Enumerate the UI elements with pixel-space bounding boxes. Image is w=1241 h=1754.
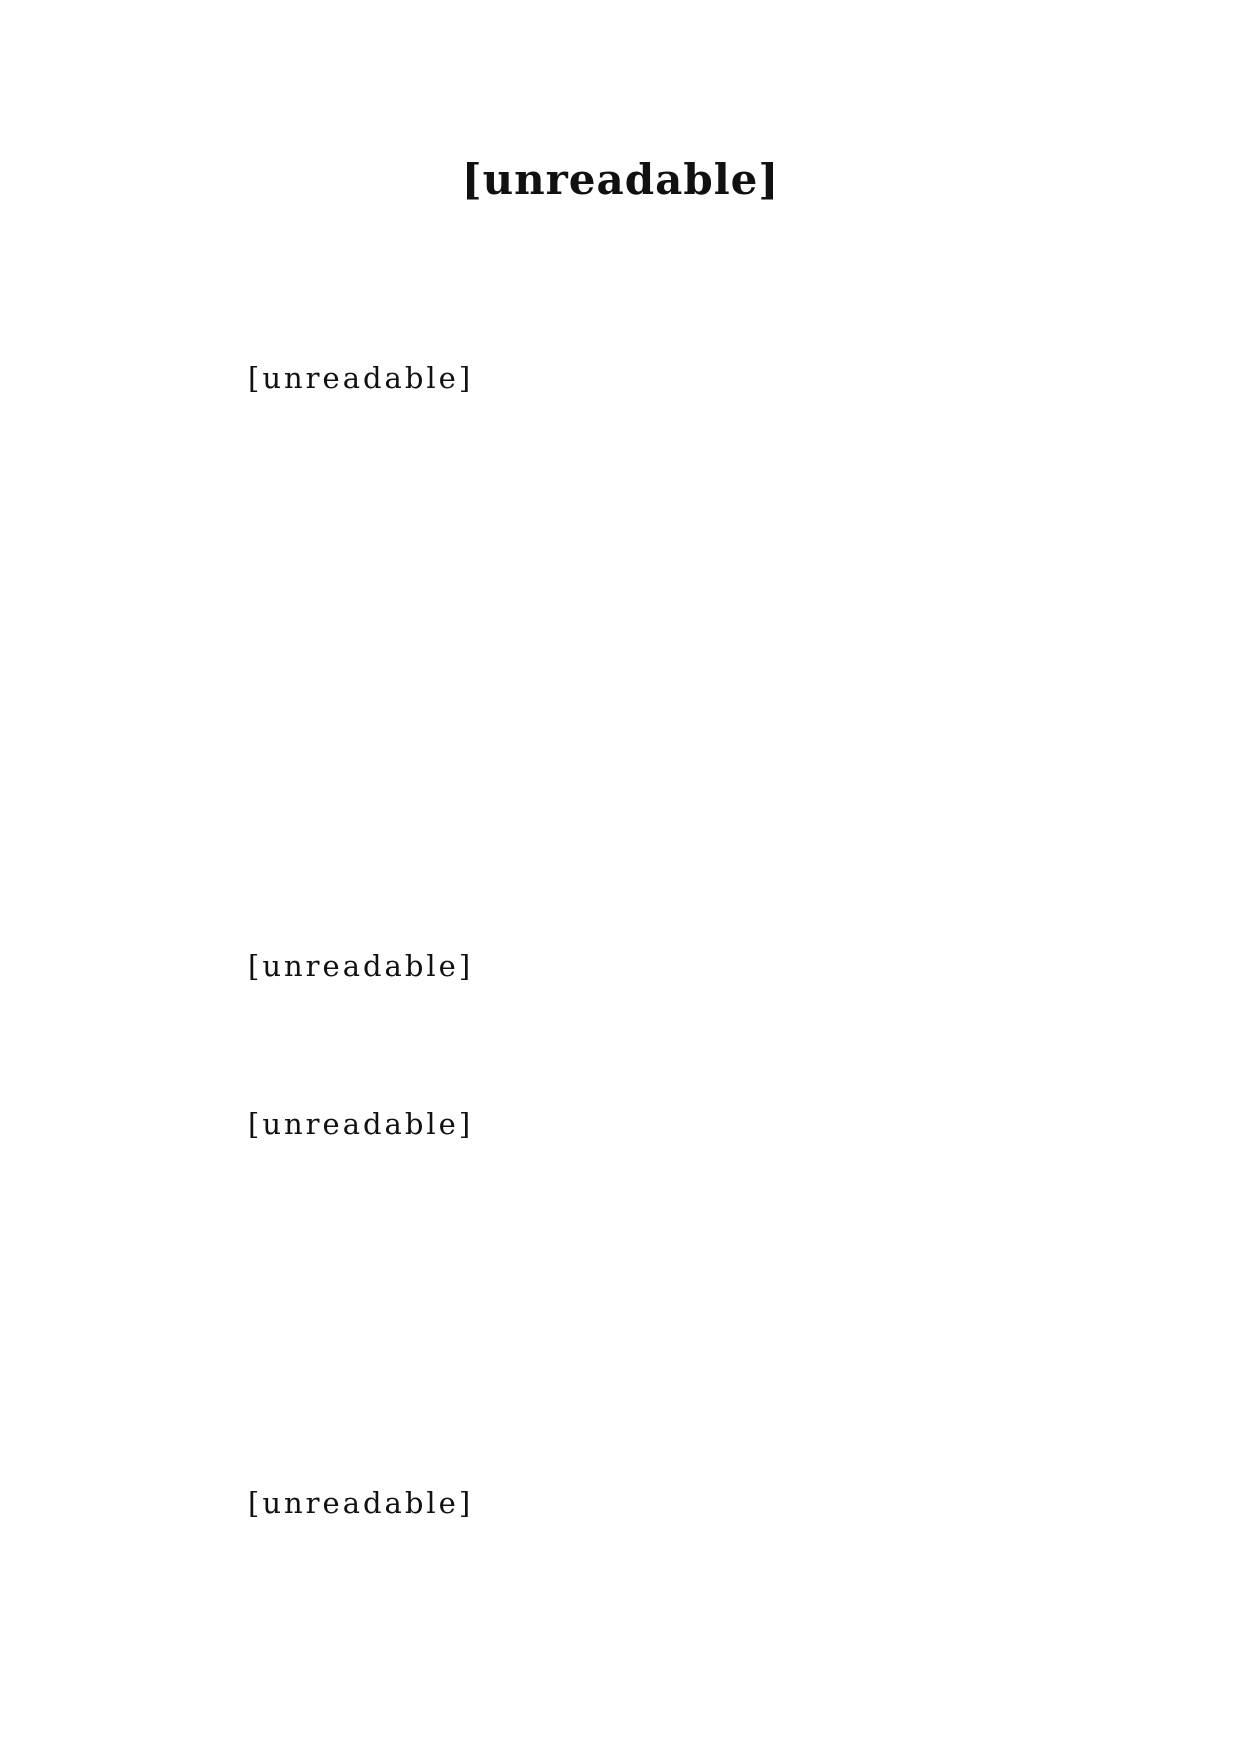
intro-paragraph: [unreadable] <box>248 361 474 395</box>
section-heading: [unreadable] <box>248 949 474 983</box>
definition-paragraph: [unreadable] <box>248 1107 474 1141</box>
document-title: [unreadable] <box>461 155 780 204</box>
point-1-paragraph: [unreadable] <box>248 1486 474 1520</box>
